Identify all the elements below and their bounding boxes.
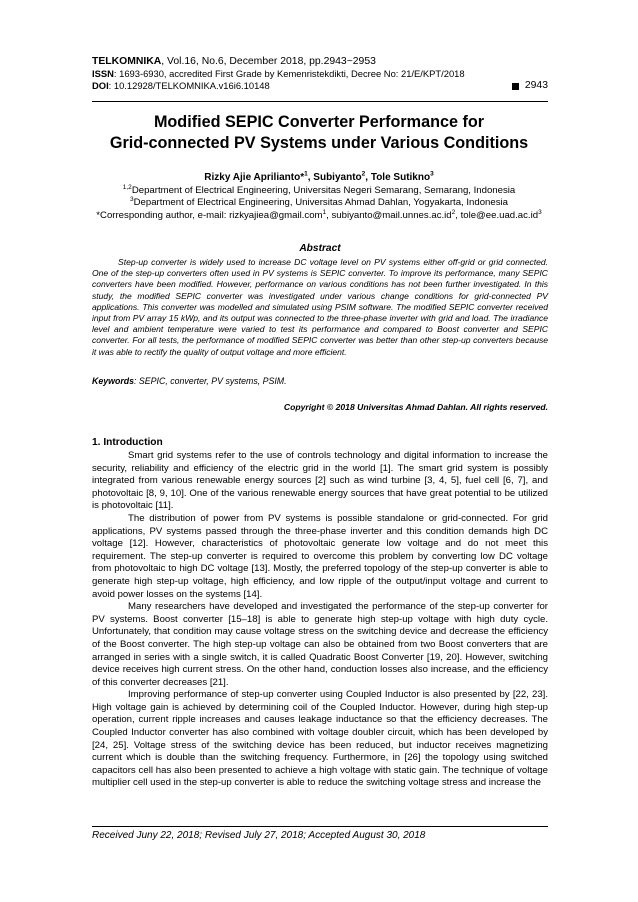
introduction-body	[92, 450, 548, 790]
issn-value: : 1693-6930, accredited First Grade by Kemenristekdikti, Decree No: 21/E/KPT/2018	[113, 68, 465, 79]
authors-block	[80, 172, 558, 222]
intro-paragraph: Many researchers have developed and investigated the performance of the step-up converter for PV systems. Boost converter [15–18] is able to generate high step-up voltage with high duty cycle. Unfortunately, that condition may cause voltage stress on the switching device and decrease the efficiency of the Boost converter. The high step-up voltage can also be obtained from two Boost converters that are arranged in series with a single switch, it is called Quadratic Boost Converter [19, 20]. However, switching device receives high current stress. On the other hand, conduction losses also increase, and the efficiency of this converter decreases [21].	[92, 601, 548, 688]
square-bullet-icon	[512, 83, 519, 90]
section-heading-introduction: 1. Introduction	[92, 437, 163, 448]
author-names: Rizky Ajie Aprilianto*$^1$, Subiyanto$^2$, Tole Sutikno$^3$	[204, 170, 434, 183]
journal-line	[92, 56, 548, 68]
keywords-label: Keywords	[92, 376, 135, 386]
keywords	[92, 376, 548, 386]
title-line-2: Grid-connected PV Systems under Various Conditions	[109, 134, 529, 152]
intro-paragraph: The distribution of power from PV systems is possible standalone or grid-connected. For grid applications, PV systems passed through the three-phase inverter and this condition demands high DC voltage [12]. However, characteristics of photovoltaic generate low voltage and do not meet this requirement. The step-up converter is required to overcome this problem by converting low DC voltage from photovoltaic to high DC voltage [13]. Mostly, the preferred topology of the step-up converter is able to generate high step-up voltage, high efficiency, and low ripple of the output/input voltage and current to avoid power losses on the systems [14].	[92, 512, 548, 600]
journal-volume: , Vol.16, No.6, December 2018, pp.2943~2953	[161, 56, 376, 67]
abstract-heading: Abstract	[299, 243, 341, 254]
doi-link[interactable]: : 10.12928/TELKOMNIKA.v16i6.10148	[108, 80, 270, 91]
issn-line	[92, 68, 548, 80]
page-number: 2943	[524, 80, 548, 91]
title-line-1: Modified SEPIC Converter Performance for	[153, 113, 485, 131]
footer-divider	[92, 826, 548, 827]
journal-name: TELKOMNIKA	[92, 56, 162, 67]
copyright-notice: Copyright © 2018 Universitas Ahmad Dahlan. All rights reserved.	[283, 402, 548, 412]
journal-header	[92, 56, 548, 92]
corresponding-author: *Corresponding author, e-mail: rizkyajiea@gmail.com$^1$, $subiyanto@mail.unnes.ac.id^2$, $tole@ee.uad.ac.id^3$	[96, 208, 542, 221]
paper-title	[80, 112, 558, 154]
intro-paragraph: Smart grid systems refer to the use of controls technology and digital information to increase the security, reliability and efficiency of the electric grid in the world [1]. The smart grid system is possibly integrated from various renewable energy sources [2] such as wind turbine [3, 4, 5], fuel cell [6, 7], and photovoltaic [8, 9, 10]. One of the various renewable energy sources that have great potential to be utilized is photovoltaic [11].	[92, 450, 548, 512]
abstract-text: Step-up converter is widely used to increase DC voltage level on PV systems either off-grid or grid connected. One of the step-up converters often used in PV systems is SEPIC converter. To improve its performance, many SEPIC converters have been modified. However, performance on various conditions has not been further investigated. In this study, the modified SEPIC converter was investigated under various change conditions for grid-connected PV applications. This converter was modelled and simulated using PSIM software. The modified SEPIC converter received input from PV array 15 kWp, and its output was connected to the three-phase inverter with grid and load. The irradiance level and ambient temperature were varied to test its performance and compared to Boost converter and SEPIC converter. For all tests, the performance of modified SEPIC converter was better than other step-up converters because it was able to rectify the quality of output voltage and more efficient.	[92, 257, 548, 357]
page-number-block	[512, 80, 548, 92]
affiliation-1: $^{1,2}$Department of Electrical Engineering, Universitas Negeri Semarang, Semarang, Indonesia	[122, 183, 516, 196]
received-dates: Received Juny 22, 2018; Revised July 27, 2018; Accepted August 30, 2018	[92, 830, 426, 841]
doi-label: DOI	[92, 80, 109, 91]
intro-paragraph: Improving performance of step-up converter using Coupled Inductor is also presented by [22, 23]. High voltage gain is achieved by determining coil of the Coupled Inductor. However, during high step-up operation, current ripple increases and causes leakage inductance so that the efficiency decreases. The Coupled Inductor converter has also combined with voltage doubler circuit, which has been developed by [24, 25]. Voltage stress of the switching device has been reduced, but inductor receives magnetizing current which is double than the switching frequency. Furthermore, in [26] the topology using switched capacitors cell has also been presented to achieve a high voltage with static gain. The technique of voltage multiplier cell used in the step-up converter is able to reduce the switching voltage stress and increase the	[92, 689, 548, 789]
issn-label: ISSN	[92, 68, 114, 79]
doi-line	[92, 80, 548, 92]
affiliation-2: $^3$Department of Electrical Engineering, Universitas Ahmad Dahlan, Yogyakarta, Indonesia	[130, 196, 508, 209]
keywords-list: : SEPIC, converter, PV systems, PSIM.	[134, 376, 287, 386]
header-divider	[92, 101, 548, 102]
